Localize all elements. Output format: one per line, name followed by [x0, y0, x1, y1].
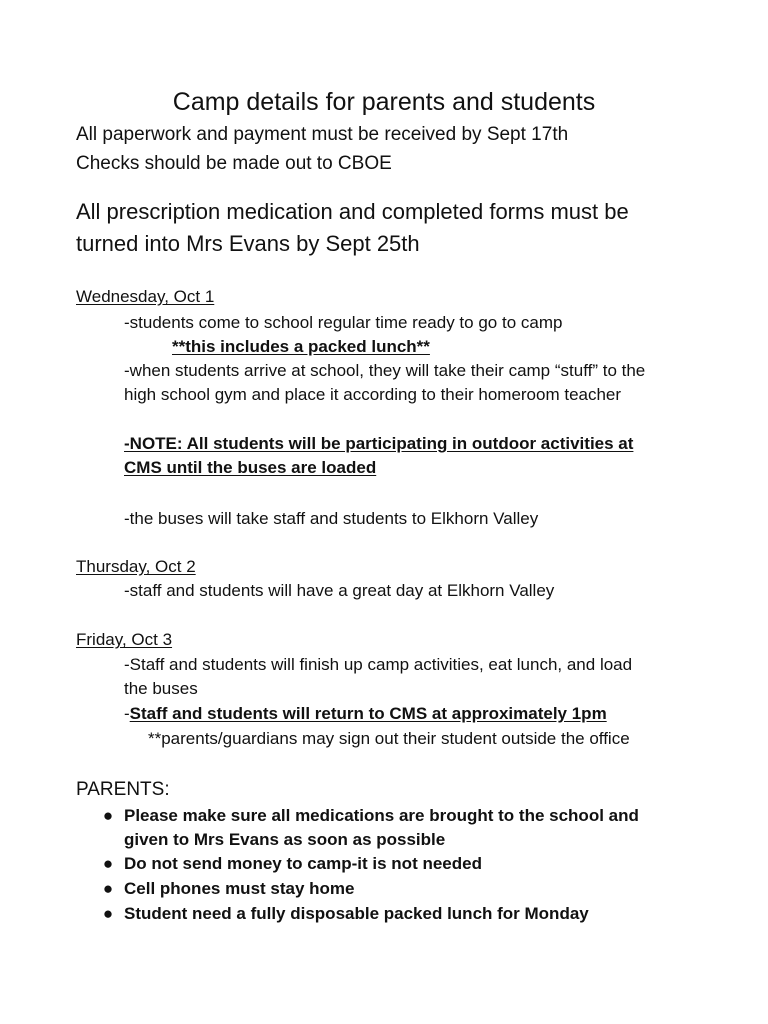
parents-item-phones: Cell phones must stay home [124, 879, 355, 898]
wednesday-item-stuff-line-1: -when students arrive at school, they will take their camp “stuff” to the [124, 361, 646, 380]
thursday-heading: Thursday, Oct 2 [76, 557, 196, 576]
parents-item-medications-line-1: Please make sure all medications are brought to the school and [124, 806, 639, 825]
page-title: Camp details for parents and students [172, 88, 596, 116]
parents-heading: PARENTS: [76, 779, 170, 800]
thursday-item: -staff and students will have a great day at Elkhorn Valley [124, 581, 555, 600]
medication-line-1: All prescription medication and completed forms must be [76, 199, 629, 224]
wednesday-item-arrival: -students come to school regular time ready to go to camp [124, 313, 563, 332]
parents-item-money: Do not send money to camp-it is not needed [124, 854, 482, 873]
checks-payable: Checks should be made out to CBOE [76, 153, 392, 174]
friday-item-line-1: -Staff and students will finish up camp activities, eat lunch, and load [124, 655, 633, 674]
bullet-icon: ● [102, 854, 114, 873]
friday-item-line-2: the buses [124, 679, 198, 698]
friday-heading: Friday, Oct 3 [76, 630, 173, 649]
paperwork-deadline: All paperwork and payment must be received by Sept 17th [76, 124, 569, 145]
friday-signout-note: **parents/guardians may sign out their student outside the office [148, 729, 630, 748]
wednesday-note-line-1: -NOTE: All students will be participating in outdoor activities at [124, 434, 634, 453]
friday-return-text: Staff and students will return to CMS at approximately 1pm [129, 704, 607, 723]
wednesday-heading: Wednesday, Oct 1 [76, 287, 215, 306]
bullet-icon: ● [102, 904, 114, 923]
wednesday-note-line-2: CMS until the buses are loaded [124, 458, 377, 477]
parents-item-medications-line-2: given to Mrs Evans as soon as possible [124, 830, 446, 849]
parents-item-lunch: Student need a fully disposable packed lunch for Monday [124, 904, 589, 923]
wednesday-item-stuff-line-2: high school gym and place it according to their homeroom teacher [124, 385, 622, 404]
friday-return-line [124, 703, 607, 725]
bullet-icon: ● [102, 879, 114, 898]
friday-return-dash: - [124, 704, 130, 723]
bullet-icon: ● [102, 806, 114, 825]
wednesday-item-buses: -the buses will take staff and students to Elkhorn Valley [124, 509, 539, 528]
medication-line-2: turned into Mrs Evans by Sept 25th [76, 231, 420, 256]
wednesday-packed-lunch: **this includes a packed lunch** [172, 337, 430, 356]
